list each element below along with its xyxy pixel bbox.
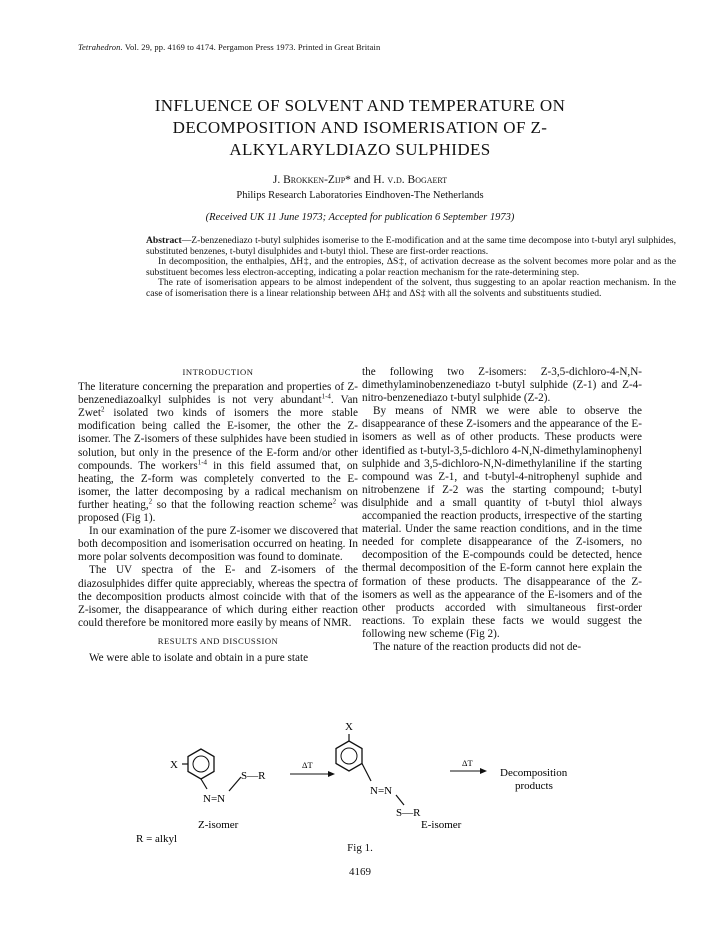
paper-title: INFLUENCE OF SOLVENT AND TEMPERATURE ON DECOMPOSITION AND ISOMERISATION OF Z-ALKYLARYLDIAZO SULPHIDES — [154, 96, 566, 159]
abstract-text-1: —Z-benzenediazo t-butyl sulphides isomerise to the E-modification and at the same time decompose into t-butyl aryl sulphides, substituted benzenes, t-butyl disulphides and t-butyl thiol. These are first-order reactions. — [146, 235, 676, 257]
products-label-line1: Decomposition — [500, 767, 568, 779]
heat-label-2: ΔT — [462, 758, 473, 768]
abstract-label: Abstract — [146, 235, 182, 246]
left-column — [78, 366, 358, 665]
right-paragraph-2: By means of NMR we were able to observe the disappearance of these Z-isomers and the appearance of the E-isomers as well as of other products. These products were identified as t-butyl-3,5-dichloro 4-N,N-dimethylaminophenyl sulphide and 3,5-dichloro-N,N-dimethylaniline if the starting compound was Z-1, and t-butyl-4-nitrophenyl suphide and nitrobenzene if Z-2 was the starting compound; t-butyl disulphide and a small quantity of t-butyl thiol always accompanied the reaction products, irrespective of the starting material. Under the same reaction conditions, and in the time needed for complete disappearance of the Z-isomers, no decomposition of the E-compounds could be detected, hence thermal decomposition of the E-form cannot here explain the formation of these products. The disappearance of the Z-isomers as well as the appearance of the E-isomers and of the other products accorded with simultaneous first-order reactions. To explain these facts we would suggest the following new scheme (Fig 2). — [362, 405, 642, 640]
arrow-z-to-e — [290, 760, 335, 777]
e-isomer-structure — [336, 721, 421, 819]
intro-text: in this field assumed that, on heating, the Z-form was completely converted to the E-isomer, the latter decomposing by a radical mechanism on further heating, — [78, 459, 359, 511]
thio-group-left: S—R — [241, 770, 266, 782]
right-paragraph-1: the following two Z-isomers: Z-3,5-dichloro-4-N,N-dimethylaminobenzenediazo t-butyl sulphide (Z-1) and Z-4-nitro-benzenediazo t-butyl sulphide (Z-2). — [362, 366, 642, 405]
figure-caption: Fig 1. — [347, 842, 373, 854]
arrow-e-to-products — [450, 758, 487, 774]
azo-group-left: N=N — [203, 793, 226, 805]
abstract-paragraph-2: In decomposition, the enthalpies, ΔH‡, and the entropies, ΔS‡, of activation decrease as the solvent becomes more polar and as the substituent becomes less electron-accepting, indicating a polar reaction mechanism for the rate-determining step. — [146, 256, 676, 278]
substituent-x-top: X — [345, 721, 353, 733]
benzene-ring-icon — [188, 749, 214, 779]
intro-text: isolated two kinds of isomers the more stable modification being called the E-isomer, the other the Z-isomer. The Z-isomers of these sulphides have been studied in solution, but only in the presence of the E-form and/or other compounds. The workers — [78, 407, 358, 472]
journal-citation: Vol. 29, pp. 4169 to 4174. Pergamon Press 1973. Printed in Great Britain — [124, 42, 381, 52]
aromatic-circle-icon — [341, 748, 357, 764]
z-isomer-structure — [170, 749, 266, 805]
author2-initial: H. — [373, 174, 388, 186]
benzene-ring-icon — [336, 741, 362, 771]
citation-ref: 2 — [332, 497, 337, 506]
intro-paragraph-2: In our examination of the pure Z-isomer we discovered that both decomposition and isomerisation occurred on heating. In more polar solvents decomposition was found to dominate. — [78, 525, 358, 564]
citation-ref: 2 — [148, 497, 153, 506]
arrow-head-icon — [480, 768, 487, 774]
right-column — [362, 366, 642, 654]
intro-text: The literature concerning the preparation and properties of Z-benzenediazoalkyl sulphides is not very abundant — [78, 381, 358, 407]
citation-ref: 1-4 — [197, 457, 208, 466]
abstract — [146, 236, 676, 300]
reaction-scheme — [78, 718, 678, 850]
section-heading-introduction: INTRODUCTION — [182, 367, 254, 377]
intro-paragraph-1 — [78, 381, 358, 525]
aromatic-circle-icon — [193, 756, 209, 772]
azo-group-right: N=N — [370, 785, 393, 797]
substituent-x-left: X — [170, 759, 178, 771]
received-dates: (Received UK 11 June 1973; Accepted for publication 6 September 1973) — [205, 212, 515, 223]
journal-header — [78, 42, 380, 52]
author-line — [0, 174, 720, 186]
affiliation: Philips Research Laboratories Eindhoven-The Netherlands — [236, 190, 484, 201]
citation-ref: 1-4 — [321, 392, 331, 401]
author-joiner: and — [350, 174, 374, 186]
intro-text: was proposed (Fig 1). — [78, 498, 359, 525]
r-alkyl-definition: R = alkyl — [136, 833, 178, 845]
journal-name: Tetrahedron. — [78, 42, 123, 52]
right-paragraph-3: The nature of the reaction products did not de- — [373, 640, 582, 653]
author2-name: v.d. Bogaert — [387, 174, 448, 186]
abstract-paragraph-1 — [146, 236, 676, 257]
results-paragraph-1: We were able to isolate and obtain in a pure state — [89, 651, 309, 664]
author1-initial: J. — [272, 174, 284, 186]
z-isomer-label: Z-isomer — [198, 819, 239, 831]
heat-label-1: ΔT — [302, 760, 313, 770]
abstract-paragraph-3: The rate of isomerisation appears to be almost independent of the solvent, thus suggesting to an apolar reaction mechanism. In the case of isomerisation there is a linear relationship between ΔH‡ and ΔS‡ with all the solvents and substituents studied. — [146, 277, 676, 299]
thio-group-right: S—R — [396, 807, 421, 819]
intro-text: . Van Zwet — [78, 394, 358, 420]
e-isomer-label: E-isomer — [421, 819, 462, 831]
intro-text: so that the following reaction scheme — [152, 498, 333, 511]
products-label-line2: products — [515, 780, 553, 792]
page-number: 4169 — [349, 866, 371, 878]
citation-ref: 2 — [101, 405, 105, 414]
author1-name: Brokken-Zijp* — [283, 174, 351, 186]
section-heading-results: RESULTS AND DISCUSSION — [157, 635, 279, 646]
intro-paragraph-3: The UV spectra of the E- and Z-isomers of the diazosulphides differ quite appreciably, whereas the spectra of the decomposition products almost coincide with that of the Z-isomer, the disappearance of which during either reaction could therefore be monitored more easily by means of NMR. — [78, 564, 358, 629]
arrow-head-icon — [328, 771, 335, 777]
